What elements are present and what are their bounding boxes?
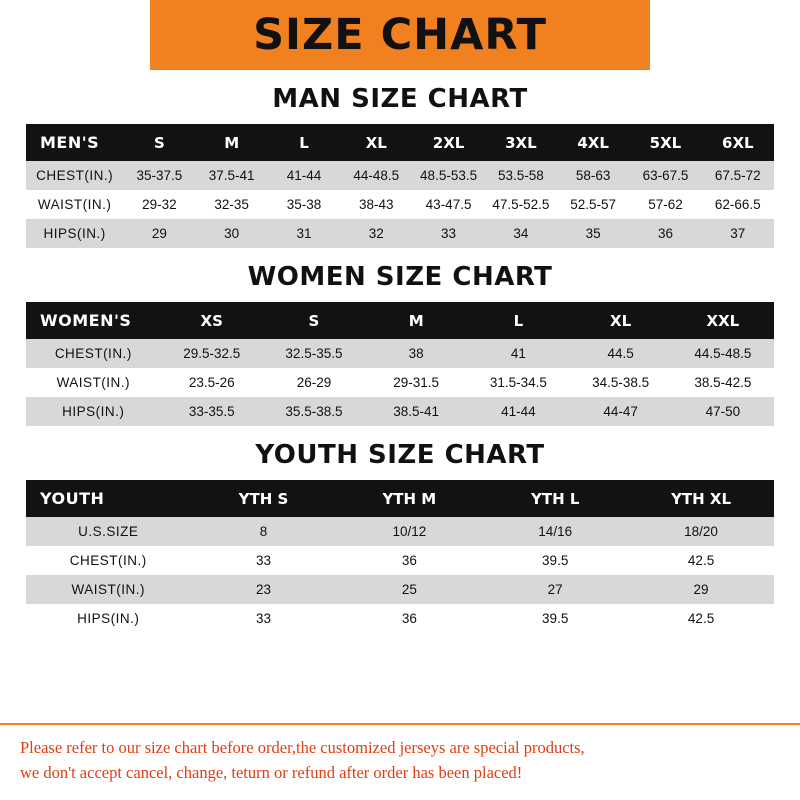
row-label-hips: HIPS(IN.) <box>26 219 123 248</box>
column-header-l: L <box>268 124 340 161</box>
row-label-hips: HIPS(IN.) <box>26 397 161 426</box>
cell: 35-37.5 <box>123 161 195 190</box>
cell: 41-44 <box>268 161 340 190</box>
table-row <box>26 546 774 575</box>
footer-note <box>0 723 800 800</box>
table-row <box>26 161 774 190</box>
cell: 27 <box>482 575 628 604</box>
cell: 31.5-34.5 <box>467 368 569 397</box>
cell: 10/12 <box>336 517 482 546</box>
cell: 34.5-38.5 <box>570 368 672 397</box>
cell: 35 <box>557 219 629 248</box>
column-header-yth-xl: YTH XL <box>628 480 774 517</box>
cell: 62-66.5 <box>702 190 774 219</box>
cell: 29-31.5 <box>365 368 467 397</box>
cell: 37.5-41 <box>196 161 268 190</box>
cell: 58-63 <box>557 161 629 190</box>
cell: 8 <box>191 517 337 546</box>
table-row <box>26 339 774 368</box>
table-row <box>26 397 774 426</box>
section-title-women: WOMEN SIZE CHART <box>247 262 553 292</box>
row-label-chest: CHEST(IN.) <box>26 339 161 368</box>
cell: 29 <box>123 219 195 248</box>
cell: 41-44 <box>467 397 569 426</box>
header-banner <box>0 0 800 70</box>
cell: 30 <box>196 219 268 248</box>
column-header-5xl: 5XL <box>629 124 701 161</box>
column-header-xl: XL <box>340 124 412 161</box>
table-row <box>26 604 774 633</box>
cell: 44.5 <box>570 339 672 368</box>
cell: 38-43 <box>340 190 412 219</box>
column-header-m: M <box>196 124 268 161</box>
table-row <box>26 517 774 546</box>
column-header-womens: WOMEN'S <box>26 302 161 339</box>
row-label-hips: HIPS(IN.) <box>26 604 191 633</box>
women-size-table <box>26 302 774 426</box>
cell: 32.5-35.5 <box>263 339 365 368</box>
cell: 29.5-32.5 <box>161 339 263 368</box>
cell: 29 <box>628 575 774 604</box>
cell: 42.5 <box>628 604 774 633</box>
cell: 38.5-41 <box>365 397 467 426</box>
cell: 18/20 <box>628 517 774 546</box>
column-header-yth-m: YTH M <box>336 480 482 517</box>
cell: 23 <box>191 575 337 604</box>
cell: 44.5-48.5 <box>672 339 774 368</box>
section-title-man: MAN SIZE CHART <box>272 84 528 114</box>
man-size-table <box>26 124 774 248</box>
cell: 44-47 <box>570 397 672 426</box>
cell: 42.5 <box>628 546 774 575</box>
footer-line-1: Please refer to our size chart before order,the customized jerseys are special products, <box>20 738 585 758</box>
column-header-men: MEN'S <box>26 124 123 161</box>
cell: 37 <box>702 219 774 248</box>
cell: 63-67.5 <box>629 161 701 190</box>
cell: 39.5 <box>482 604 628 633</box>
section-man <box>0 70 800 248</box>
footer-line-2: we don't accept cancel, change, teturn or refund after order has been placed! <box>20 762 523 782</box>
cell: 67.5-72 <box>702 161 774 190</box>
cell: 44-48.5 <box>340 161 412 190</box>
row-label-waist: WAIST(IN.) <box>26 190 123 219</box>
column-header-m: M <box>365 302 467 339</box>
cell: 32-35 <box>196 190 268 219</box>
page-title: SIZE CHART <box>253 10 547 60</box>
cell: 38 <box>365 339 467 368</box>
cell: 31 <box>268 219 340 248</box>
column-header-youth: YOUTH <box>26 480 191 517</box>
section-women <box>0 248 800 426</box>
column-header-l: L <box>467 302 569 339</box>
cell: 25 <box>336 575 482 604</box>
column-header-xxl: XXL <box>672 302 774 339</box>
cell: 36 <box>336 604 482 633</box>
column-header-2xl: 2XL <box>412 124 484 161</box>
cell: 47-50 <box>672 397 774 426</box>
column-header-3xl: 3XL <box>485 124 557 161</box>
cell: 33 <box>191 604 337 633</box>
cell: 41 <box>467 339 569 368</box>
table-row <box>26 575 774 604</box>
column-header-yth-s: YTH S <box>191 480 337 517</box>
cell: 35-38 <box>268 190 340 219</box>
cell: 32 <box>340 219 412 248</box>
table-header-row <box>26 124 774 161</box>
cell: 23.5-26 <box>161 368 263 397</box>
row-label-chest: CHEST(IN.) <box>26 161 123 190</box>
table-row <box>26 190 774 219</box>
cell: 36 <box>336 546 482 575</box>
row-label-us-size: U.S.SIZE <box>26 517 191 546</box>
cell: 53.5-58 <box>485 161 557 190</box>
row-label-chest: CHEST(IN.) <box>26 546 191 575</box>
column-header-xs: XS <box>161 302 263 339</box>
cell: 34 <box>485 219 557 248</box>
cell: 48.5-53.5 <box>412 161 484 190</box>
cell: 47.5-52.5 <box>485 190 557 219</box>
cell: 38.5-42.5 <box>672 368 774 397</box>
column-header-yth-l: YTH L <box>482 480 628 517</box>
column-header-s: S <box>263 302 365 339</box>
table-row <box>26 368 774 397</box>
section-title-youth: YOUTH SIZE CHART <box>255 440 545 470</box>
column-header-4xl: 4XL <box>557 124 629 161</box>
youth-size-table <box>26 480 774 633</box>
table-row <box>26 219 774 248</box>
cell: 57-62 <box>629 190 701 219</box>
cell: 39.5 <box>482 546 628 575</box>
cell: 14/16 <box>482 517 628 546</box>
table-header-row <box>26 302 774 339</box>
section-youth <box>0 426 800 633</box>
table-header-row <box>26 480 774 517</box>
cell: 43-47.5 <box>412 190 484 219</box>
cell: 33 <box>412 219 484 248</box>
column-header-xl: XL <box>570 302 672 339</box>
cell: 35.5-38.5 <box>263 397 365 426</box>
cell: 52.5-57 <box>557 190 629 219</box>
cell: 33 <box>191 546 337 575</box>
cell: 36 <box>629 219 701 248</box>
row-label-waist: WAIST(IN.) <box>26 575 191 604</box>
column-header-6xl: 6XL <box>702 124 774 161</box>
column-header-s: S <box>123 124 195 161</box>
cell: 33-35.5 <box>161 397 263 426</box>
row-label-waist: WAIST(IN.) <box>26 368 161 397</box>
cell: 26-29 <box>263 368 365 397</box>
cell: 29-32 <box>123 190 195 219</box>
